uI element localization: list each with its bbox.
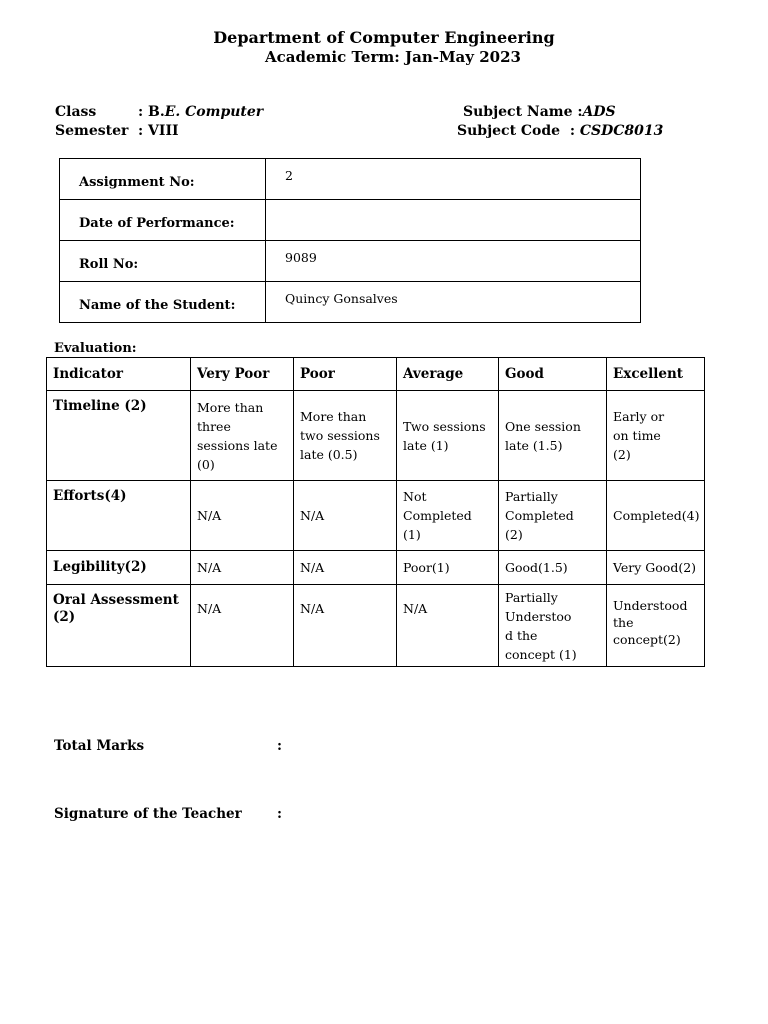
cell-line: N/A: [300, 560, 325, 575]
cell-line: Early or: [613, 409, 665, 424]
subject-name-value: ADS: [582, 104, 616, 120]
cell-line: Partially: [505, 489, 558, 504]
rubric-cell: [607, 481, 705, 551]
rubric-cell: [499, 391, 607, 481]
cell-line: three: [197, 418, 231, 434]
info-label: Assignment No:: [60, 159, 266, 200]
evaluation-rubric-table: [46, 357, 705, 667]
rubric-cell: [607, 551, 705, 585]
cell-line: concept (1): [505, 646, 577, 662]
column-header: Indicator: [47, 358, 191, 391]
cell-line: Completed(4): [613, 508, 700, 523]
rubric-cell: [607, 585, 705, 667]
rubric-row-timeline: [47, 391, 705, 481]
indicator-line: (2): [53, 609, 76, 625]
cell-line: N/A: [403, 601, 428, 616]
column-header: Poor: [294, 358, 397, 391]
rubric-cell: [499, 585, 607, 667]
total-marks-label: Total Marks: [54, 738, 145, 754]
rubric-row-oral-assessment: [47, 585, 705, 667]
evaluation-label: Evaluation:: [54, 341, 137, 356]
cell-line: (2): [613, 447, 631, 462]
academic-term: Academic Term: Jan-May 2023: [265, 48, 521, 66]
department-title: Department of Computer Engineering: [213, 28, 555, 47]
rubric-cell: [294, 585, 397, 667]
indicator-cell: Timeline (2): [47, 391, 191, 481]
total-marks-separator: :: [277, 738, 282, 754]
info-value: Quincy Gonsalves: [266, 282, 641, 323]
rubric-cell: [191, 551, 294, 585]
rubric-cell: [191, 481, 294, 551]
cell-line: late (0.5): [300, 447, 358, 462]
info-value: [266, 200, 641, 241]
rubric-cell: [499, 481, 607, 551]
info-value: 2: [266, 159, 641, 200]
indicator-cell: [47, 585, 191, 667]
rubric-cell: [607, 391, 705, 481]
rubric-cell: [397, 585, 499, 667]
rubric-cell: [397, 391, 499, 481]
class-separator: : B.: [138, 104, 165, 120]
student-info-table: [59, 158, 641, 323]
cell-line: Completed: [505, 508, 574, 523]
info-label: Date of Performance:: [60, 200, 266, 241]
cell-line: late (1.5): [505, 437, 563, 453]
info-row-assignment: [60, 159, 641, 200]
cell-line: two sessions: [300, 428, 380, 443]
teacher-signature-separator: :: [277, 806, 282, 822]
semester-value: : VIII: [138, 123, 179, 139]
cell-line: N/A: [300, 508, 325, 523]
cell-line: More than: [300, 409, 367, 424]
cell-line: N/A: [300, 601, 325, 616]
rubric-cell: [397, 551, 499, 585]
class-value-text: E. Computer: [164, 104, 264, 120]
subject-code: [457, 123, 663, 139]
rubric-cell: [191, 585, 294, 667]
info-row-date: [60, 200, 641, 241]
info-label: Roll No:: [60, 241, 266, 282]
teacher-signature-label: Signature of the Teacher: [54, 806, 242, 822]
class-label: Class: [55, 104, 97, 120]
cell-line: Not: [403, 489, 427, 504]
cell-line: More than: [197, 399, 264, 415]
rubric-cell: [294, 391, 397, 481]
cell-line: (2): [505, 527, 523, 542]
rubric-row-legibility: [47, 551, 705, 585]
subject-code-label: Subject Code :: [457, 123, 576, 139]
cell-line: N/A: [197, 560, 222, 575]
rubric-cell: [499, 551, 607, 585]
rubric-cell: [294, 481, 397, 551]
cell-line: Poor(1): [403, 560, 450, 575]
cell-line: on time: [613, 428, 661, 443]
cell-line: Completed: [403, 508, 472, 523]
info-value: 9089: [266, 241, 641, 282]
rubric-cell: [397, 481, 499, 551]
indicator-cell: Efforts(4): [47, 481, 191, 551]
subject-name-label: Subject Name :: [463, 104, 583, 120]
cell-line: late (1): [403, 437, 449, 453]
info-row-name: [60, 282, 641, 323]
info-label: Name of the Student:: [60, 282, 266, 323]
column-header: Excellent: [607, 358, 705, 391]
cell-line: concept(2): [613, 632, 681, 647]
cell-line: Understoo: [505, 608, 572, 624]
rubric-row-efforts: [47, 481, 705, 551]
class-value: [138, 104, 263, 120]
rubric-cell: [294, 551, 397, 585]
cell-line: d the: [505, 627, 538, 643]
rubric-cell: [191, 391, 294, 481]
indicator-line: Oral Assessment: [53, 592, 179, 608]
column-header: Good: [499, 358, 607, 391]
rubric-header-row: [47, 358, 705, 391]
indicator-cell: Legibility(2): [47, 551, 191, 585]
cell-line: One session: [505, 418, 581, 434]
cell-line: the: [613, 615, 634, 630]
semester-label: Semester: [55, 123, 129, 139]
subject-name: [463, 104, 616, 120]
cell-line: N/A: [197, 601, 222, 616]
column-header: Very Poor: [191, 358, 294, 391]
cell-line: (0): [197, 456, 215, 472]
subject-code-value: CSDC8013: [579, 123, 664, 139]
cell-line: Partially: [505, 589, 558, 605]
cell-line: sessions late: [197, 437, 278, 453]
cell-line: (1): [403, 527, 421, 542]
info-row-roll: [60, 241, 641, 282]
cell-line: Very Good(2): [613, 560, 697, 575]
cell-line: Understood: [613, 598, 688, 613]
cell-line: Good(1.5): [505, 560, 568, 575]
cell-line: Two sessions: [403, 418, 486, 434]
column-header: Average: [397, 358, 499, 391]
cell-line: N/A: [197, 508, 222, 523]
